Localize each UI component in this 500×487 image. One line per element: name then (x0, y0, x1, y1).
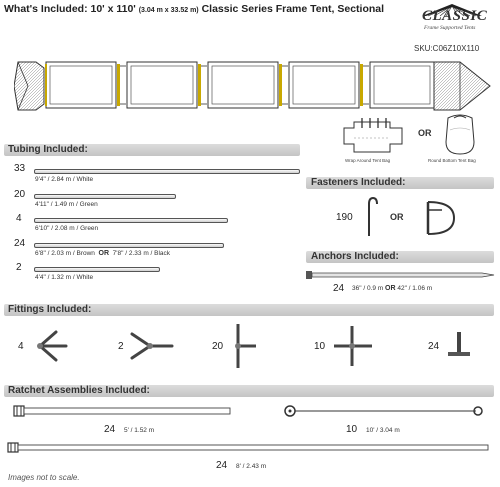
scale-note: Images not to scale. (8, 473, 80, 482)
ratchet-count-3: 24 (216, 460, 228, 471)
cable-ratchet-icon (280, 402, 490, 420)
wrap-bag-label: Wrap Around Tent Bag (345, 158, 391, 163)
tubing-dim-4b: 7'8" / 2.33 m / Black (112, 250, 171, 257)
brand-logo (408, 2, 498, 47)
sku-label: SKU:C06Z10X110 (414, 44, 480, 53)
tubing-dim-3: 6'10" / 2.08 m / Green (35, 225, 99, 232)
cross-fitting-icon (330, 322, 376, 370)
anchors-title: Anchors Included: (311, 251, 399, 262)
fitting-count-1: 4 (18, 341, 24, 352)
title-metric: (3.04 m x 33.52 m) (138, 7, 199, 14)
tube-bar-3 (34, 218, 228, 223)
ratchet-count-2: 10 (346, 424, 358, 435)
fasteners-or: OR (390, 212, 404, 222)
tubing-dim-2: 4'11" / 1.49 m / Green (35, 201, 98, 208)
tubing-dim-4 (35, 250, 170, 257)
ratchet-dim-3: 8' / 2.43 m (236, 463, 267, 470)
tubing-count-3: 4 (16, 213, 22, 224)
tubing-dim-1: 9'4" / 2.84 m / White (35, 176, 94, 183)
ratchet-count-1: 24 (104, 424, 116, 435)
tubing-count-2: 20 (14, 189, 26, 200)
ratchets-title: Ratchet Assemblies Included: (8, 385, 150, 396)
anchors-dim-b: 42" / 1.06 m (397, 285, 433, 292)
tubing-count-5: 2 (16, 262, 22, 273)
anchors-or: OR (385, 285, 396, 292)
tube-bar-4 (34, 243, 224, 248)
brand-tagline: Frame Supported Tents (424, 25, 476, 31)
stake-anchor-icon (304, 268, 496, 282)
tubing-dim-5: 4'4" / 1.32 m / White (35, 274, 94, 281)
bag-or-label: OR (418, 128, 432, 138)
anchors-dim-a: 36" / 0.9 m (352, 285, 384, 292)
clip-fastener-icon (420, 196, 460, 238)
fasteners-count: 190 (336, 212, 353, 223)
ratchet-strap-8ft-icon (6, 440, 496, 454)
tubing-dim-4-or: OR (98, 250, 110, 257)
ratchet-strap-5ft-icon (12, 402, 232, 420)
ratchet-dim-2: 10' / 3.04 m (366, 427, 400, 434)
tube-bar-5 (34, 267, 160, 272)
title-prefix: What's Included: 10' x 110' (4, 3, 136, 15)
elbow-fitting-icon (32, 326, 72, 366)
tee-fitting-icon (226, 320, 260, 372)
round-bag-icon (440, 112, 480, 158)
ratchet-dim-1: 5' / 1.52 m (124, 427, 155, 434)
base-plate-fitting-icon (444, 330, 474, 362)
tubing-count-4: 24 (14, 238, 26, 249)
anchors-count: 24 (333, 283, 345, 294)
fasteners-title: Fasteners Included: (311, 177, 406, 188)
tubing-title: Tubing Included: (8, 144, 88, 155)
tubing-dim-4a: 6'8" / 2.03 m / Brown (35, 250, 95, 257)
fitting-count-5: 24 (428, 341, 440, 352)
tent-frame-illustration (14, 56, 494, 114)
fitting-count-3: 20 (212, 341, 224, 352)
title-suffix: Classic Series Frame Tent, Sectional (201, 3, 385, 15)
three-way-fitting-icon (128, 326, 176, 366)
wrap-bag-icon (340, 114, 410, 158)
brand-name: CLASSIC (422, 8, 488, 24)
tube-bar-2 (34, 194, 176, 199)
fittings-title: Fittings Included: (8, 304, 92, 315)
tubing-count-1: 33 (14, 163, 26, 174)
anchors-dims (352, 285, 432, 292)
page-title (4, 3, 384, 15)
fitting-count-4: 10 (314, 341, 326, 352)
pin-fastener-icon (361, 194, 381, 238)
fitting-count-2: 2 (118, 341, 124, 352)
tube-bar-1 (34, 169, 300, 174)
round-bag-label: Round Bottom Tent Bag (428, 158, 476, 163)
